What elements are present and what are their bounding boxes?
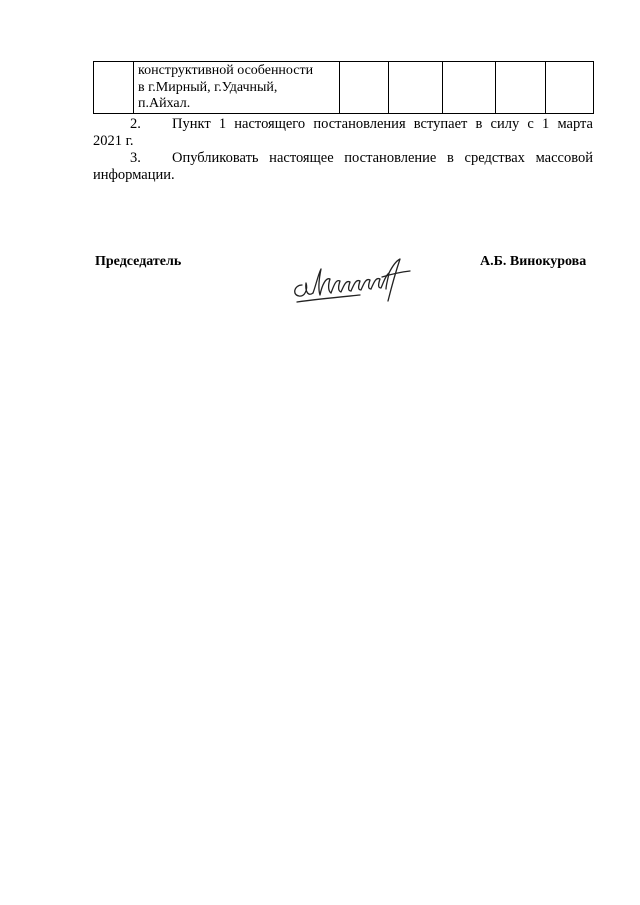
paragraph-item-2 [93, 116, 593, 150]
paragraph-number: 3. [130, 150, 141, 166]
description-line: п.Айхал. [138, 96, 191, 111]
table-cell-description [134, 62, 340, 114]
table-cell-value [546, 62, 594, 114]
table-cell-value [443, 62, 496, 114]
description-line: конструктивной особенности [138, 63, 314, 78]
paragraph-text: Опубликовать настоящее постановление в средствах массовой [172, 150, 593, 166]
paragraph-number: 2. [130, 116, 141, 132]
table-cell-value [389, 62, 443, 114]
continuation-table [93, 61, 594, 114]
table-cell-number [94, 62, 134, 114]
paragraph-text-continued: информации. [93, 167, 175, 183]
paragraph-text-continued: 2021 г. [93, 133, 134, 149]
paragraph-item-3 [93, 150, 593, 184]
table-cell-value [496, 62, 546, 114]
handwritten-signature-image [288, 255, 418, 307]
table-cell-value [340, 62, 389, 114]
paragraph-text: Пункт 1 настоящего постановления вступает в силу с 1 марта [172, 116, 593, 132]
signatory-name: А.Б. Винокурова [480, 254, 587, 269]
table-row [94, 62, 594, 114]
signatory-title: Председатель [95, 254, 182, 269]
description-line: в г.Мирный, г.Удачный, [138, 79, 278, 95]
